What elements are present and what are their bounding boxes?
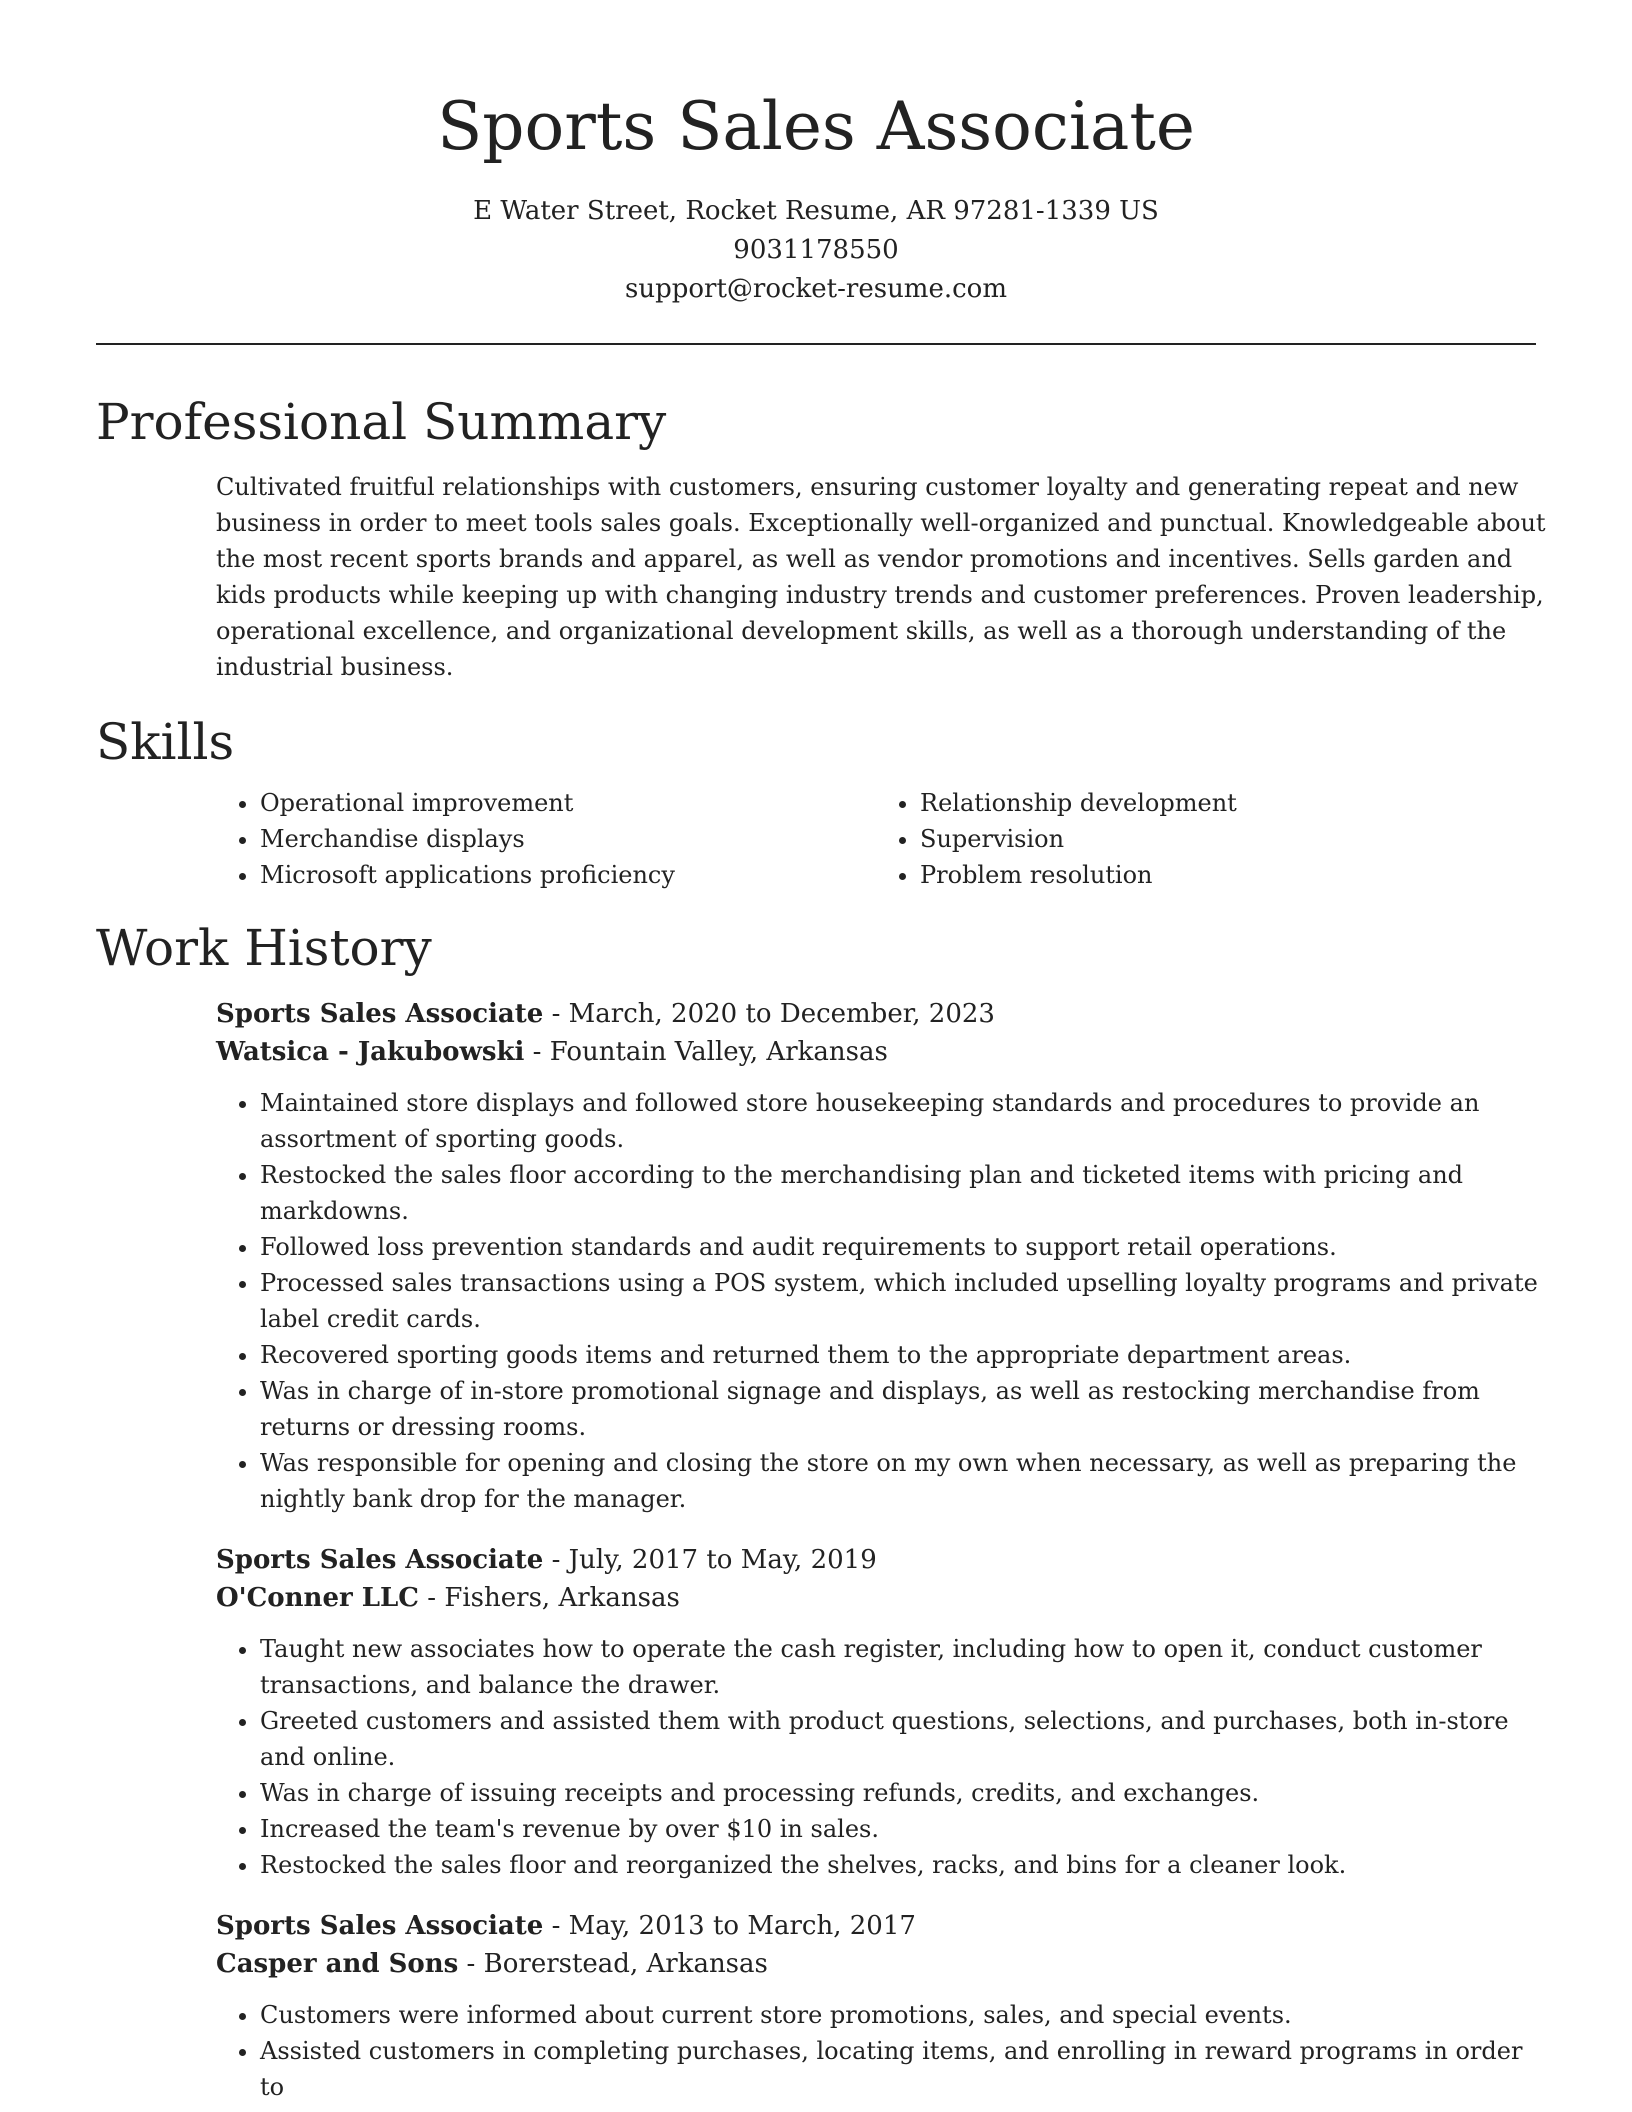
- section-title-summary: Professional Summary: [96, 393, 667, 451]
- section-title-skills: Skills: [96, 713, 235, 771]
- duty-item: • Restocked the sales floor according to the merchandising plan and ticketed items with pricing and markdowns.: [260, 1157, 1546, 1229]
- job-company: O'Conner LLC: [216, 1583, 419, 1613]
- job-location: Borerstead, Arkansas: [483, 1949, 768, 1979]
- job-entry: [216, 995, 1546, 1517]
- duty-item: • Maintained store displays and followed store housekeeping standards and procedures to provide an assortment of sporting goods.: [260, 1085, 1546, 1157]
- job-dates: May, 2013 to March, 2017: [568, 1911, 916, 1941]
- job-company: Casper and Sons: [216, 1949, 459, 1979]
- job-location: Fishers, Arkansas: [444, 1583, 680, 1613]
- contact-block: [96, 192, 1536, 309]
- job-location: Fountain Valley, Arkansas: [549, 1037, 888, 1067]
- job-dates: July, 2017 to May, 2019: [568, 1545, 877, 1575]
- professional-summary-section: [96, 389, 1546, 685]
- duty-item: • Was in charge of in-store promotional signage and displays, as well as restocking merchandise from returns or dressing rooms.: [260, 1373, 1546, 1445]
- job-company: Watsica - Jakubowski: [216, 1037, 525, 1067]
- duty-item: • Was in charge of issuing receipts and processing refunds, credits, and exchanges.: [260, 1775, 1546, 1811]
- job-role: Sports Sales Associate: [216, 1545, 544, 1575]
- job-role: Sports Sales Associate: [216, 999, 544, 1029]
- contact-email: support@rocket-resume.com: [624, 274, 1007, 304]
- duty-item: • Processed sales transactions using a POS system, which included upselling loyalty programs and private label credit cards.: [260, 1265, 1546, 1337]
- work-history-section: [96, 915, 1536, 2105]
- duty-item: • Taught new associates how to operate the cash register, including how to open it, conduct customer transactions, and balance the drawer.: [260, 1631, 1546, 1703]
- resume-page: [96, 0, 1546, 2105]
- job-role-line: Sports Sales Associate - March, 2020 to December, 2023: [216, 999, 995, 1029]
- duty-item: • Followed loss prevention standards and audit requirements to support retail operations.: [260, 1229, 1546, 1265]
- summary-text: Cultivated fruitful relationships with customers, ensuring customer loyalty and generating repeat and new business in order to meet tools sales goals. Exceptionally well-organized and punctual. Knowledgeable about the most recent sports brands and apparel, as well as vendor promotions and incentives. Sells garden and kids products while keeping up with changing industry trends and customer preferences. Proven leadership, operational excellence, and organizational development skills, as well as a thorough understanding of the industrial business.: [216, 473, 1546, 681]
- job-role-line: Sports Sales Associate - May, 2013 to March, 2017: [216, 1911, 916, 1941]
- job-company-line: O'Conner LLC - Fishers, Arkansas: [216, 1583, 680, 1613]
- skills-section: [96, 709, 1536, 893]
- skill-item: • Operational improvement: [260, 785, 876, 821]
- job-company-line: Watsica - Jakubowski - Fountain Valley, Arkansas: [216, 1037, 888, 1067]
- job-duties-list: [216, 1085, 1546, 1517]
- skill-item: • Microsoft applications proficiency: [260, 857, 876, 893]
- job-duties-list: [216, 1631, 1546, 1883]
- resume-header: [96, 0, 1536, 309]
- section-title-work: Work History: [96, 919, 432, 977]
- duty-item: • Assisted customers in completing purchases, locating items, and enrolling in reward programs in order to: [260, 2033, 1546, 2105]
- job-entry: [216, 1541, 1546, 1883]
- skills-right-column: [876, 785, 1536, 893]
- contact-address: E Water Street, Rocket Resume, AR 97281-1339 US: [473, 196, 1159, 226]
- duty-item: • Customers were informed about current store promotions, sales, and special events.: [260, 1997, 1546, 2033]
- skill-item: • Relationship development: [920, 785, 1536, 821]
- job-dates: March, 2020 to December, 2023: [568, 999, 995, 1029]
- duty-item: • Was responsible for opening and closing the store on my own when necessary, as well as preparing the nightly bank drop for the manager.: [260, 1445, 1546, 1517]
- duty-item: • Recovered sporting goods items and returned them to the appropriate department areas.: [260, 1337, 1546, 1373]
- header-divider: [96, 343, 1536, 345]
- job-role: Sports Sales Associate: [216, 1911, 544, 1941]
- job-role-line: Sports Sales Associate - July, 2017 to May, 2019: [216, 1545, 877, 1575]
- job-entry: [216, 1907, 1546, 2105]
- duty-item: • Restocked the sales floor and reorganized the shelves, racks, and bins for a cleaner look.: [260, 1847, 1546, 1883]
- skill-item: • Supervision: [920, 821, 1536, 857]
- skills-columns: [216, 785, 1536, 893]
- skill-item: • Problem resolution: [920, 857, 1536, 893]
- candidate-title: Sports Sales Associate: [437, 88, 1195, 165]
- job-duties-list: [216, 1997, 1546, 2105]
- duty-item: • Greeted customers and assisted them with product questions, selections, and purchases, both in-store and online.: [260, 1703, 1546, 1775]
- skills-left-column: [216, 785, 876, 893]
- contact-phone: 9031178550: [733, 235, 899, 265]
- duty-item: • Increased the team's revenue by over $10 in sales.: [260, 1811, 1546, 1847]
- skill-item: • Merchandise displays: [260, 821, 876, 857]
- job-company-line: Casper and Sons - Borerstead, Arkansas: [216, 1949, 768, 1979]
